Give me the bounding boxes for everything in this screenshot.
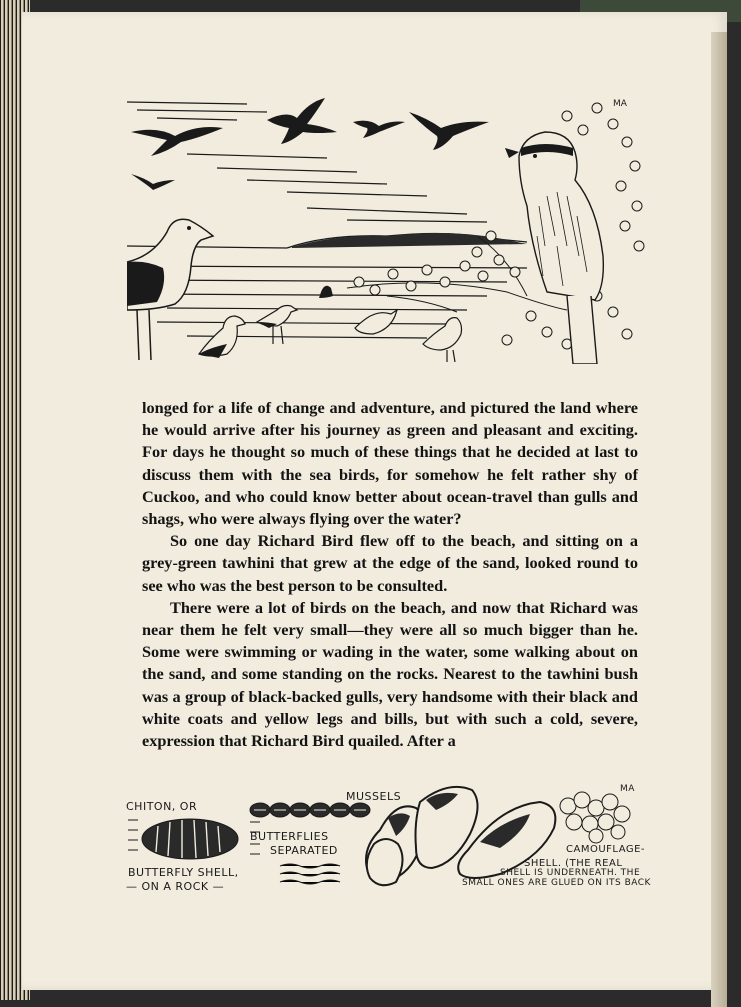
- camouflage-label-2: SHELL. (THE REAL: [524, 858, 623, 869]
- butterflies-label-2: SEPARATED: [270, 844, 338, 857]
- beach-birds-drawing: [127, 96, 650, 364]
- story-text: [142, 397, 638, 752]
- bottom-illustration: [120, 778, 650, 898]
- mussels-label: MUSSELS: [346, 790, 402, 803]
- chiton-label-2: BUTTERFLY SHELL,: [128, 866, 239, 879]
- paragraph-1: longed for a life of change and adventure, and pictured the land where he would arrive after his journey as green and pleasant and exciting. For days he thought so much of these things that he decided at last to discuss them with the sea birds, for somehow he felt rather shy of Cuckoo, and who could know better about ocean-travel than gulls and shags, who were always flying over the water?: [142, 398, 638, 529]
- paragraph-2: So one day Richard Bird flew off to the beach, and sitting on a grey-green tawhini that grew at the edge of the sand, looked round to see who was the best person to be consulted.: [142, 531, 638, 595]
- paragraph-3: There were a lot of birds on the beach, and now that Richard was near them he felt very small—they were all so much bigger than he. Some were swimming or wading in the water, some walking about on the sand, and some standing on the rocks. Nearest to the tawhini bush was a group of black-backed gulls, very handsome with their black and white coats and yellow legs and bills, but with such a cold, severe, expression that Richard Bird quailed. After a: [142, 597, 638, 751]
- top-illustration: [127, 96, 650, 364]
- camouflage-label-3: SHELL IS UNDERNEATH. THE: [500, 868, 641, 878]
- butterflies-label-1: BUTTERFLIES: [250, 830, 329, 843]
- camouflage-label-1: CAMOUFLAGE-: [566, 844, 646, 855]
- page-right-edge: [711, 32, 727, 1007]
- camouflage-label-4: SMALL ONES ARE GLUED ON ITS BACK: [462, 878, 651, 888]
- top-monogram: MA: [613, 99, 627, 109]
- bottom-monogram: MA: [620, 784, 635, 794]
- chiton-label-3: — ON A ROCK —: [126, 880, 225, 893]
- chiton-label-1: CHITON, OR: [126, 800, 198, 813]
